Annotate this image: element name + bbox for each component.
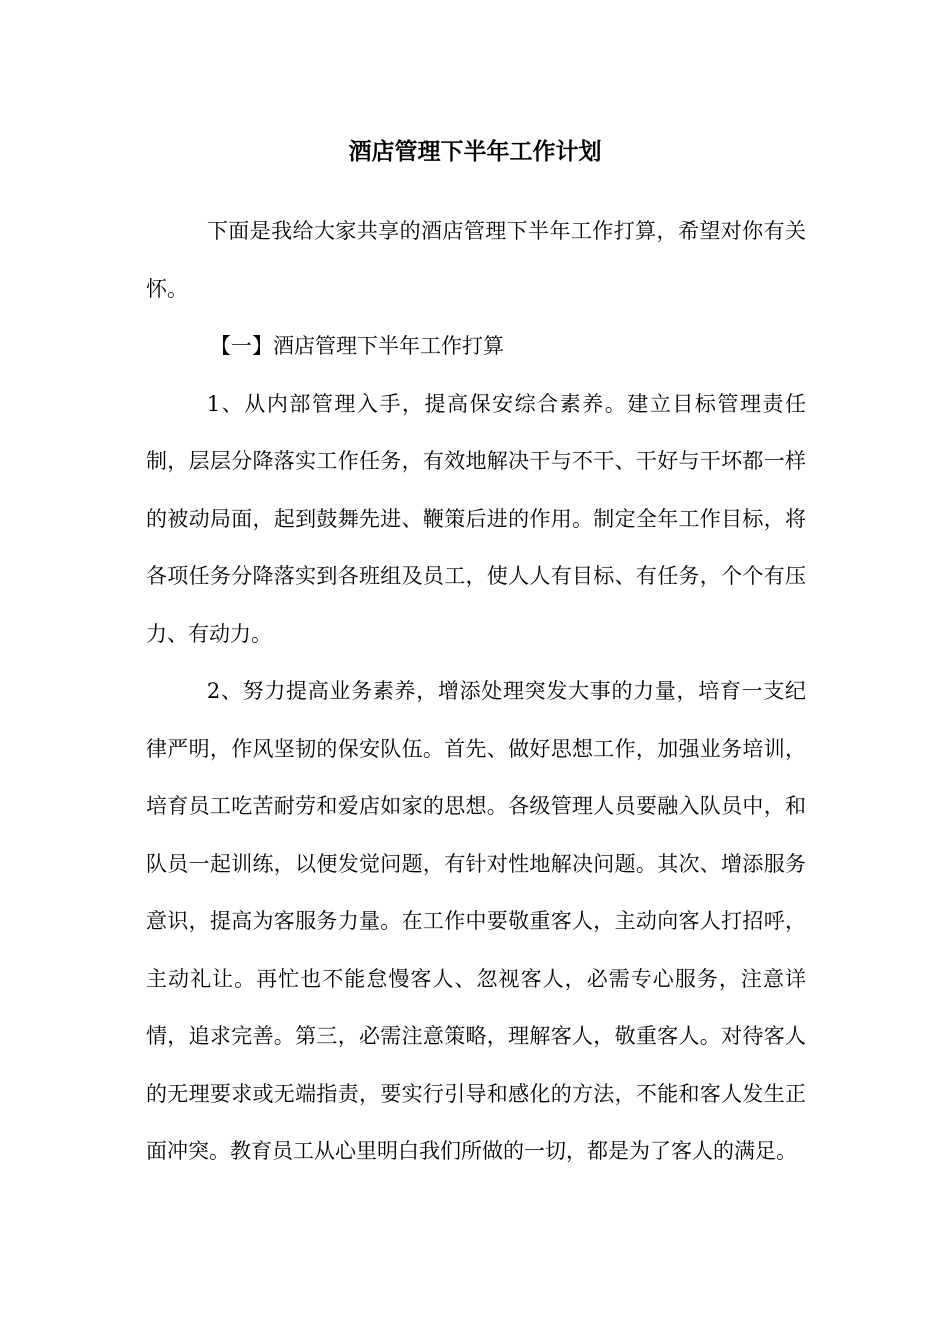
document-body	[146, 203, 806, 1181]
section-heading: 【一】酒店管理下半年工作打算	[210, 334, 505, 358]
intro-paragraph: 下面是我给大家共享的酒店管理下半年工作打算，希望对你有关怀。	[146, 219, 806, 301]
body-paragraph-2: 2、努力提高业务素养，增添处理突发大事的力量，培育一支纪律严明，作风坚韧的保安队伍。首先、做好思想工作，加强业务培训，培育员工吃苦耐劳和爱店如家的思想。各级管理人员要融入队员中，和队员一起训练，以便发觉问题，有针对性地解决问题。其次、增添服务意识，提高为客服务力量。在工作中要敬重客人，主动向客人打招呼，主动礼让。再忙也不能怠慢客人、忽视客人，必需专心服务，注意详情，追求完善。第三，必需注意策略，理解客人，敬重客人。对待客人的无理要求或无端指责，要实行引导和感化的方法，不能和客人发生正面冲突。教育员工从心里明白我们所做的一切，都是为了客人的满足。	[146, 679, 806, 1163]
document-title: 酒店管理下半年工作计划	[348, 138, 602, 165]
body-paragraph-1: 1、从内部管理入手，提高保安综合素养。建立目标管理责任制，层层分降落实工作任务，有效地解决干与不干、干好与干坏都一样的被动局面，起到鼓舞先进、鞭策后进的作用。制定全年工作目标，将各项任务分降落实到各班组及员工，使人人有目标、有任务，个个有压力、有动力。	[146, 391, 806, 646]
